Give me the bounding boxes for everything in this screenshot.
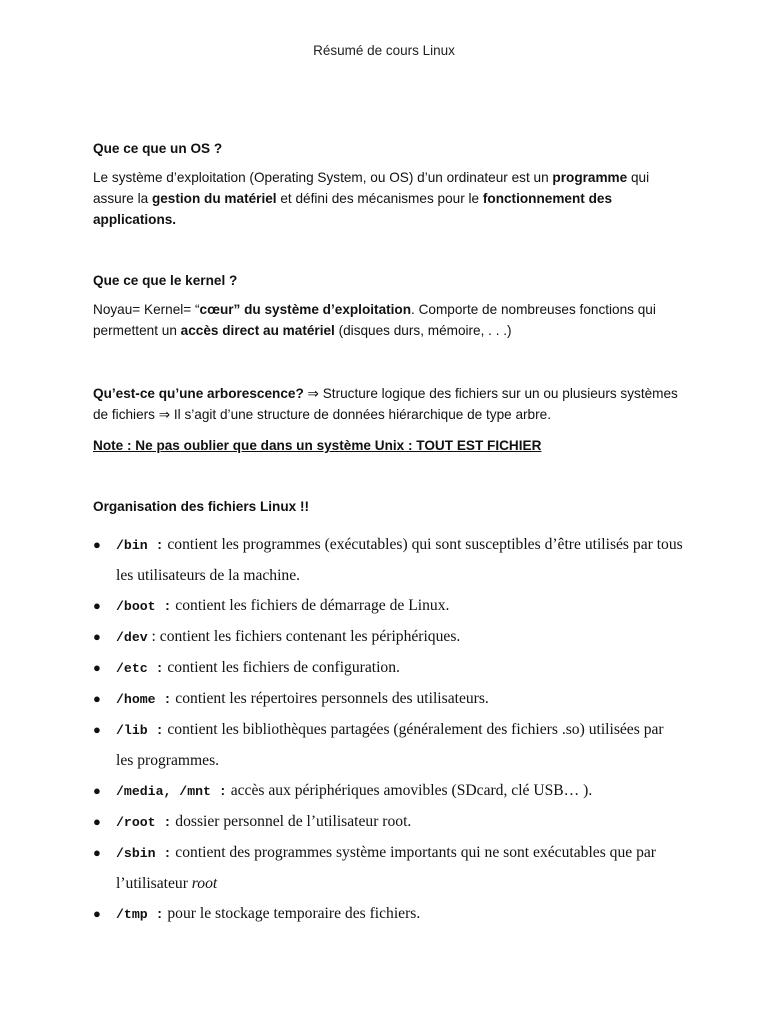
list-item	[93, 838, 683, 899]
section-heading-organisation: Organisation des fichiers Linux !!	[93, 499, 310, 514]
list-item	[93, 899, 683, 930]
section-heading-kernel: Que ce que le kernel ?	[93, 273, 238, 288]
directory-list	[93, 530, 683, 930]
bullet-icon: ●	[93, 660, 101, 675]
bold-text: cœur” du système d’exploitation	[199, 302, 412, 317]
paragraph-os	[93, 167, 683, 230]
bold-text: gestion du matériel	[151, 191, 277, 206]
bullet-icon: ●	[93, 722, 101, 737]
page-title: Résumé de cours Linux	[313, 43, 455, 58]
directory-description: dossier personnel de l’utilisateur root.	[171, 813, 412, 830]
list-item	[93, 530, 683, 591]
bullet-icon: ●	[93, 783, 101, 798]
paragraph-kernel	[93, 299, 683, 341]
section-kernel	[93, 270, 683, 341]
list-item	[93, 807, 683, 838]
directory-description: pour le stockage temporaire des fichiers.	[163, 905, 421, 922]
note-text: Note : Ne pas oublier que dans un système Unix : TOUT EST FICHIER	[93, 438, 542, 453]
bullet-icon: ●	[93, 845, 101, 860]
directory-path: /etc :	[116, 661, 164, 676]
bullet-icon: ●	[93, 691, 101, 706]
directory-description: contient les bibliothèques partagées (généralement des fichiers .so) utilisées par les programmes.	[116, 721, 664, 769]
text: ⇒ Structure logique des fichiers sur un ou plusieurs systèmes de fichiers ⇒ Il s’agit d’une structure de données hiérarchique de type arbre.	[93, 386, 678, 422]
bullet-icon: ●	[93, 537, 101, 552]
directory-description: contient les programmes (exécutables) qui sont susceptibles d’être utilisés par tous les utilisateurs de la machine.	[116, 536, 683, 584]
directory-path: /home :	[116, 692, 172, 707]
directory-description: : contient les fichiers contenant les périphériques.	[147, 628, 461, 645]
directory-path: /dev	[116, 630, 148, 645]
bold-text: programme	[552, 170, 628, 185]
bold-text: accès direct au matériel	[180, 323, 335, 338]
directory-path: /sbin :	[116, 846, 172, 861]
bullet-icon: ●	[93, 906, 101, 921]
text: (disques durs, mémoire, . . .)	[334, 323, 512, 338]
list-item	[93, 684, 683, 715]
bold-text: fonctionnement des applications.	[93, 191, 613, 227]
list-item	[93, 653, 683, 684]
directory-description: contient les fichiers de démarrage de Linux.	[171, 597, 450, 614]
list-item	[93, 776, 683, 807]
bullet-icon: ●	[93, 814, 101, 829]
italic-text: root	[191, 875, 218, 892]
section-heading-os: Que ce que un OS ?	[93, 141, 223, 156]
directory-description: contient des programmes système importants qui ne sont exécutables que par l’utilisateur	[116, 844, 656, 892]
text: qui assure la	[93, 170, 650, 206]
directory-path: /bin :	[116, 538, 164, 553]
directory-path: /lib :	[116, 723, 164, 738]
bullet-icon: ●	[93, 629, 101, 644]
directory-description: contient les répertoires personnels des utilisateurs.	[171, 690, 489, 707]
directory-path: /boot :	[116, 599, 172, 614]
bold-text: Qu’est-ce qu’une arborescence?	[93, 386, 304, 401]
directory-description: accès aux périphériques amovibles (SDcard, clé USB… ).	[226, 782, 593, 799]
directory-description: contient les fichiers de configuration.	[163, 659, 400, 676]
directory-path: /root :	[116, 815, 172, 830]
text: Noyau= Kernel= “	[93, 302, 200, 317]
bullet-icon: ●	[93, 598, 101, 613]
directory-path: /media, /mnt :	[116, 784, 227, 799]
directory-path: /tmp :	[116, 907, 164, 922]
list-item	[93, 622, 683, 653]
list-item	[93, 715, 683, 776]
text: . Comporte de nombreuses fonctions qui permettent un	[93, 302, 656, 338]
paragraph-arborescence	[93, 383, 683, 425]
section-arborescence	[93, 383, 683, 425]
section-os	[93, 138, 683, 230]
text: Le système d’exploitation (Operating System, ou OS) d’un ordinateur est un	[93, 170, 553, 185]
list-item	[93, 591, 683, 622]
text: et défini des mécanismes pour le	[276, 191, 483, 206]
